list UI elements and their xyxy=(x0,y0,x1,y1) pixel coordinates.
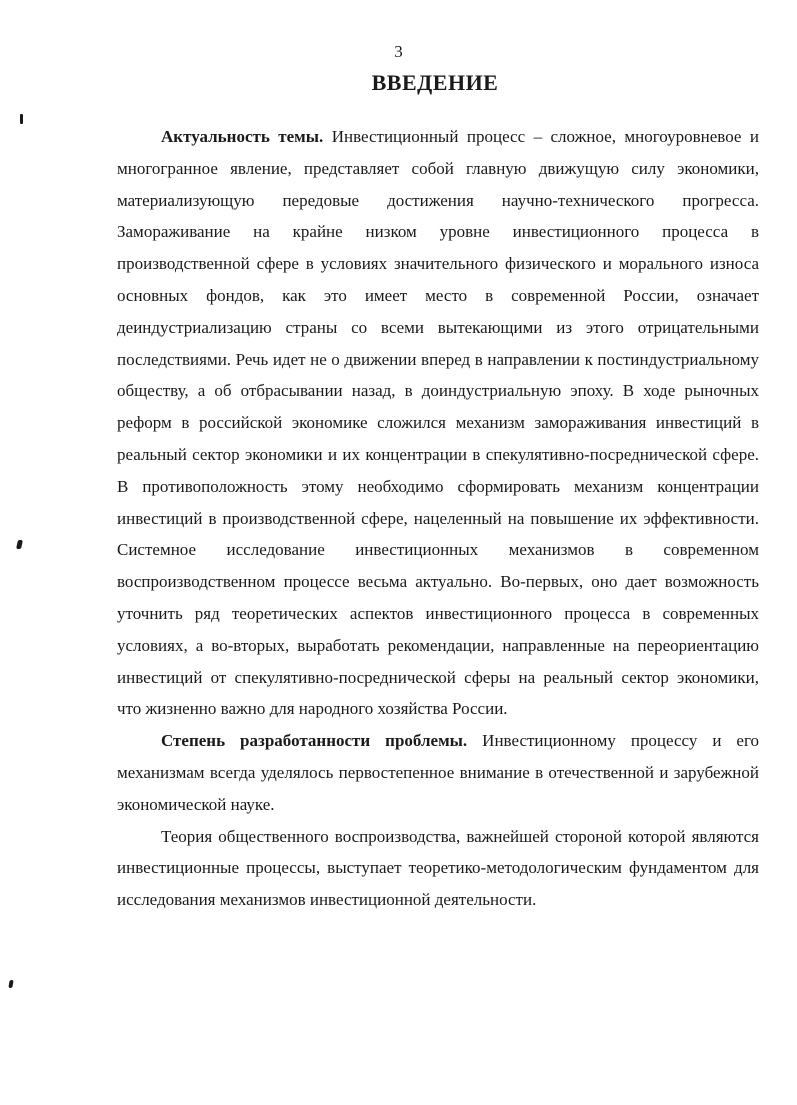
page-title: ВВЕДЕНИЕ xyxy=(371,70,499,95)
paragraph-relevance xyxy=(117,121,759,725)
paragraph-development-degree xyxy=(117,725,759,820)
paragraph-text: Теория общественного воспроизводства, важнейшей стороной которой являются инвестиционные процессы, выступает теоретико-методологическим фундаментом для исследования механизмов инвестиционной деятельности. xyxy=(117,826,759,910)
scan-mark xyxy=(8,980,13,988)
scan-mark xyxy=(16,540,23,549)
scan-mark xyxy=(20,114,23,124)
paragraph-lead: Степень разработанности проблемы. xyxy=(161,731,468,751)
page-number: 3 xyxy=(394,42,403,61)
paragraph-theory xyxy=(117,821,759,916)
document-body xyxy=(117,121,759,916)
paragraph-text: Инвестиционному процессу и его механизмам всегда уделялось первостепенное внимание в отечественной и зарубежной экономической науке. xyxy=(117,731,760,814)
paragraph-lead: Актуальность темы. xyxy=(161,127,324,146)
paragraph-text: Инвестиционный процесс – сложное, многоуровневое и многогранное явление, представляет собой главную движущую силу экономики, материализующую передовые достижения научно-технического прогресса. Замораживание на крайне низком уровне инвестиционного процесса в производственной сфере в условиях значительного физического и морального износа основных фондов, как это имеет место в современной России, означает деиндустриализацию страны со всеми вытекающими из этого отрицательными последствиями. Речь идет не о движении вперед в направлении к постиндустриальному обществу, а об отбрасывании назад, в доиндустриальную эпоху. В ходе рыночных реформ в российской экономике сложился механизм замораживания инвестиций в реальный сектор экономики и их концентрации в спекулятивно-посреднической сфере. В противоположность этому необходимо сформировать механизм концентрации инвестиций в производственной сфере, нацеленный на повышение их эффективности. Системное исследование инвестиционных механизмов в современном воспроизводственном процессе весьма актуально. Во-первых, оно дает возможность уточнить ряд теоретических аспектов инвестиционного процесса в современных условиях, а во-вторых, выработать рекомендации, направленные на переориентацию инвестиций от спекулятивно-посреднической сферы на реальный сектор экономики, что жизненно важно для народного хозяйства России. xyxy=(117,127,759,719)
